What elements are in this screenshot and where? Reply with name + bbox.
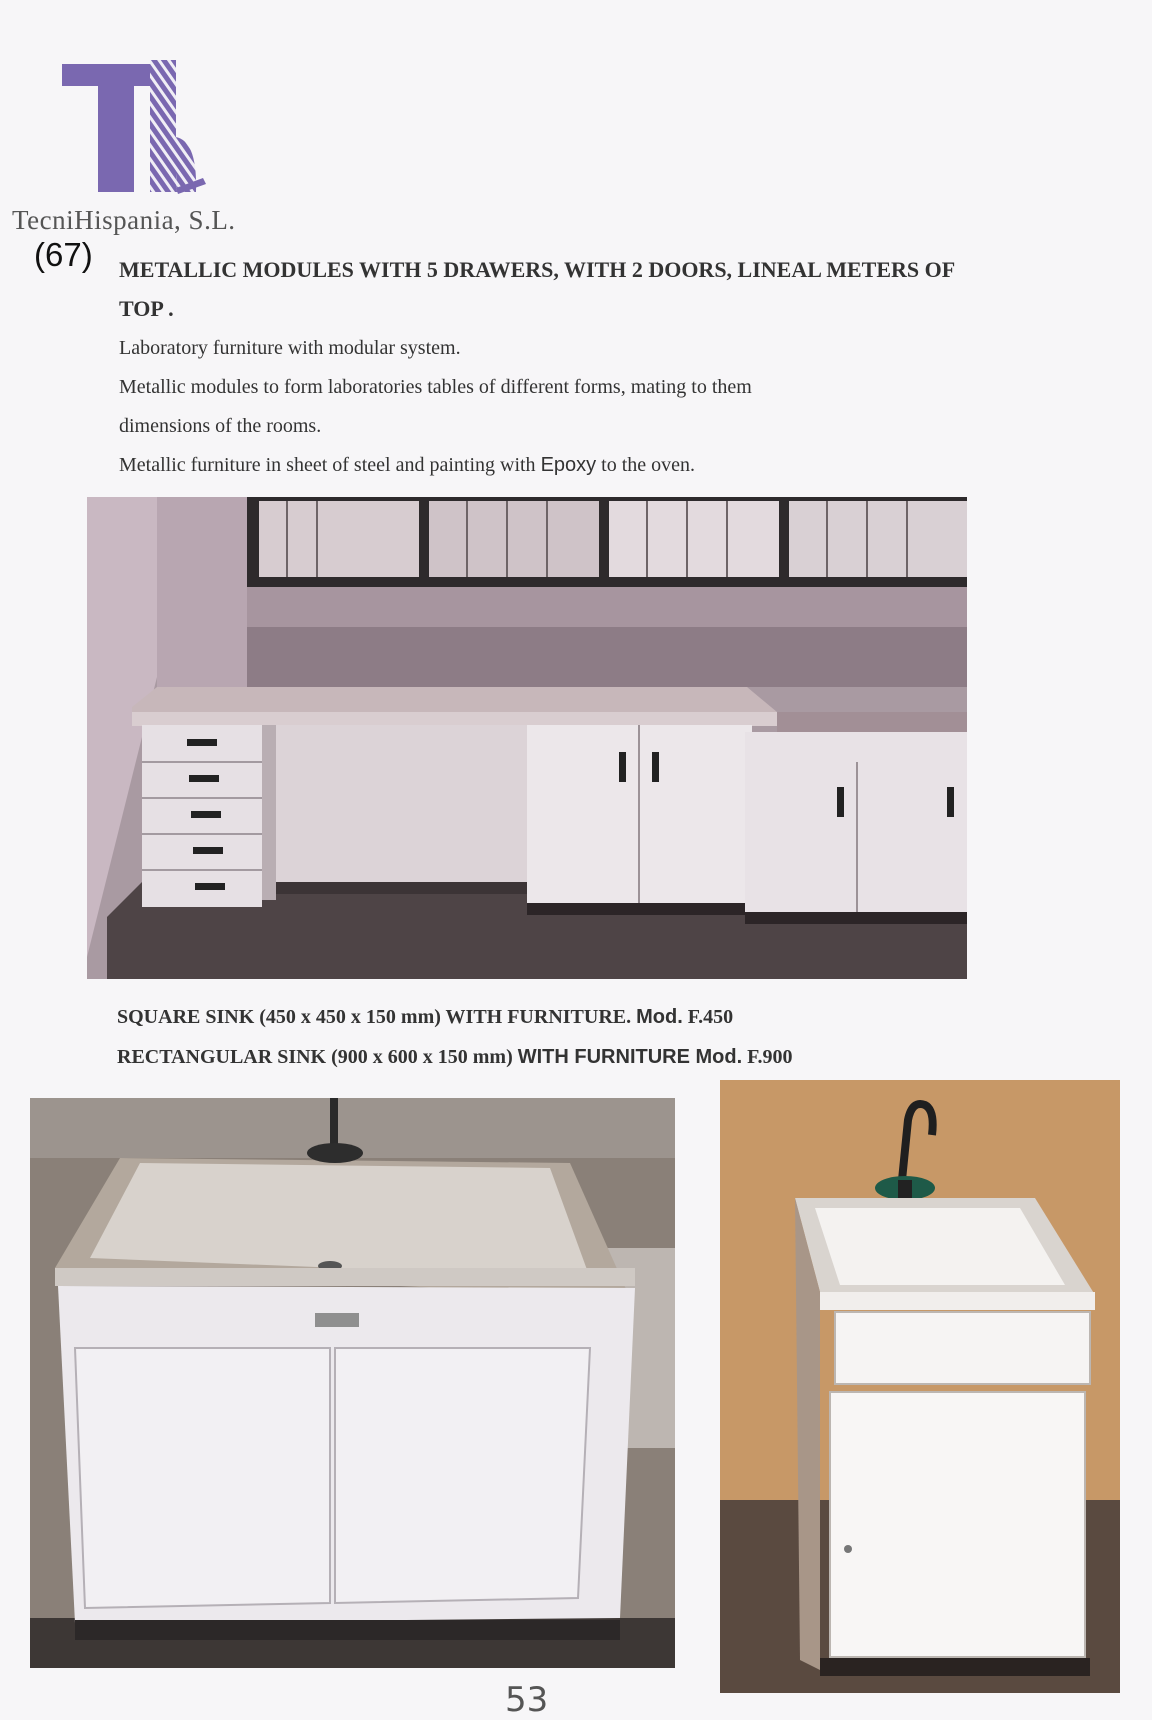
description-line-2: Metallic modules to form laboratories tables of different forms, mating to them (119, 376, 752, 398)
logo-mark (58, 58, 208, 198)
photo-square-sink (720, 1080, 1120, 1693)
caption2-mod: WITH FURNITURE Mod. (517, 1046, 743, 1068)
photo-rectangular-sink (30, 1098, 675, 1668)
caption1-text: SQUARE SINK (450 x 450 x 150 mm) WITH FURNITURE. (117, 1006, 632, 1028)
description-line-3: dimensions of the rooms. (119, 415, 322, 437)
page-number: 53 (505, 1680, 549, 1720)
line4-start: Metallic furniture in sheet of steel and painting with (119, 454, 536, 476)
caption-square-sink (117, 1006, 733, 1029)
description-line-1: Laboratory furniture with modular system. (119, 337, 461, 359)
caption1-mod: Mod. (636, 1006, 683, 1028)
company-name: TecniHispania, S.L. (12, 205, 236, 235)
caption-rectangular-sink (117, 1046, 793, 1069)
photo-lab-modules (87, 497, 967, 979)
item-number: (67) (34, 236, 93, 273)
caption2-model: F.900 (747, 1046, 793, 1068)
epoxy-word: Epoxy (540, 454, 597, 476)
description-line-4 (119, 454, 1019, 477)
line4-end: to the oven. (601, 454, 696, 476)
section-title: METALLIC MODULES WITH 5 DRAWERS, WITH 2 DOORS, LINEAL METERS OF TOP . (119, 257, 955, 321)
company-logo (58, 58, 208, 198)
caption1-model: F.450 (687, 1006, 734, 1028)
caption2-text: RECTANGULAR SINK (900 x 600 x 150 mm) (117, 1046, 513, 1068)
